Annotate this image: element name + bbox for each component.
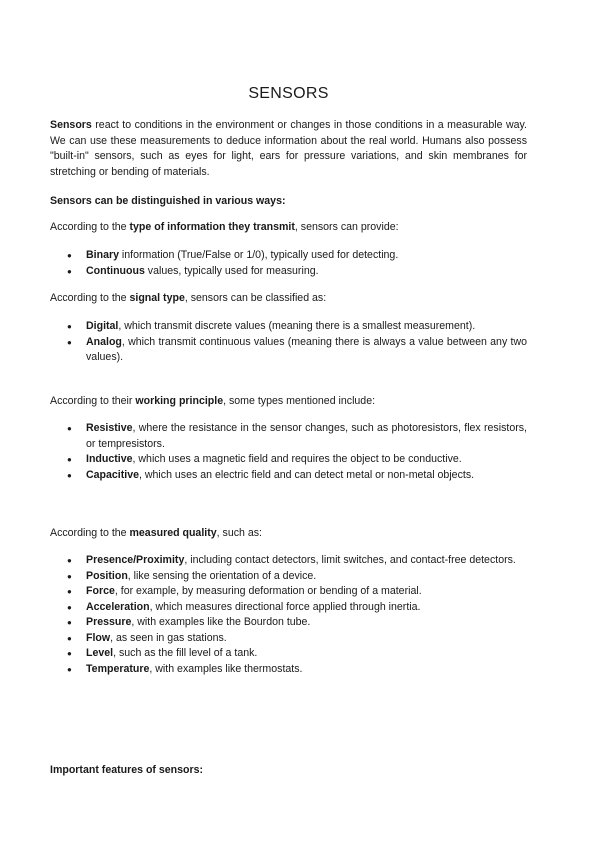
list-item: ● Presence/Proximity, including contact detectors, limit switches, and contact-free detectors. [50, 553, 527, 569]
list-item: ● Resistive, where the resistance in the sensor changes, such as photoresistors, flex resistors, or tempresistors. [50, 421, 527, 452]
list-item: ● Inductive, which uses a magnetic field and requires the object to be conductive. [50, 452, 527, 468]
signal-type-list [50, 319, 527, 366]
measured-quality-list [50, 553, 527, 677]
features-heading: Important features of sensors: [50, 764, 204, 776]
list-item: ● Temperature, with examples like thermostats. [50, 662, 527, 678]
list-item: ● Analog, which transmit continuous values (meaning there is always a value between any two values). [50, 335, 527, 366]
type-info-list [50, 248, 527, 279]
intro-term: Sensors [50, 119, 92, 131]
list-item: ● Position, like sensing the orientation of a device. [50, 569, 527, 585]
list-item: ● Force, for example, by measuring deformation or bending of a material. [50, 584, 527, 600]
list-item: ● Pressure, with examples like the Bourdon tube. [50, 615, 527, 631]
list-item: ● Digital, which transmit discrete values (meaning there is a smallest measurement). [50, 319, 527, 335]
page-title: SENSORS [248, 85, 329, 102]
list-item: ● Binary information (True/False or 1/0), typically used for detecting. [50, 248, 527, 264]
list-item: ● Level, such as the fill level of a tank. [50, 646, 527, 662]
working-principle-lead: According to their working principle, some types mentioned include: [50, 395, 376, 407]
list-item: ● Flow, as seen in gas stations. [50, 631, 527, 647]
list-item: ● Capacitive, which uses an electric field and can detect metal or non-metal objects. [50, 468, 527, 484]
working-principle-list [50, 421, 527, 483]
measured-quality-lead: According to the measured quality, such as: [50, 527, 262, 539]
distinguish-heading: Sensors can be distinguished in various ways: [50, 195, 286, 207]
signal-type-lead: According to the signal type, sensors can be classified as: [50, 292, 327, 304]
intro-text: react to conditions in the environment or changes in those conditions in a measurable way. We can use these measurements to deduce information about the real world. Humans also possess "built-in" sensors, such as eyes for light, ears for pressure variations, and skin membranes for stretching or bending of materials. [50, 119, 527, 178]
intro-paragraph [50, 118, 527, 180]
type-info-lead: According to the type of information they transmit, sensors can provide: [50, 221, 399, 233]
list-item: ● Acceleration, which measures directional force applied through inertia. [50, 600, 527, 616]
list-item: ● Continuous values, typically used for measuring. [50, 264, 527, 280]
